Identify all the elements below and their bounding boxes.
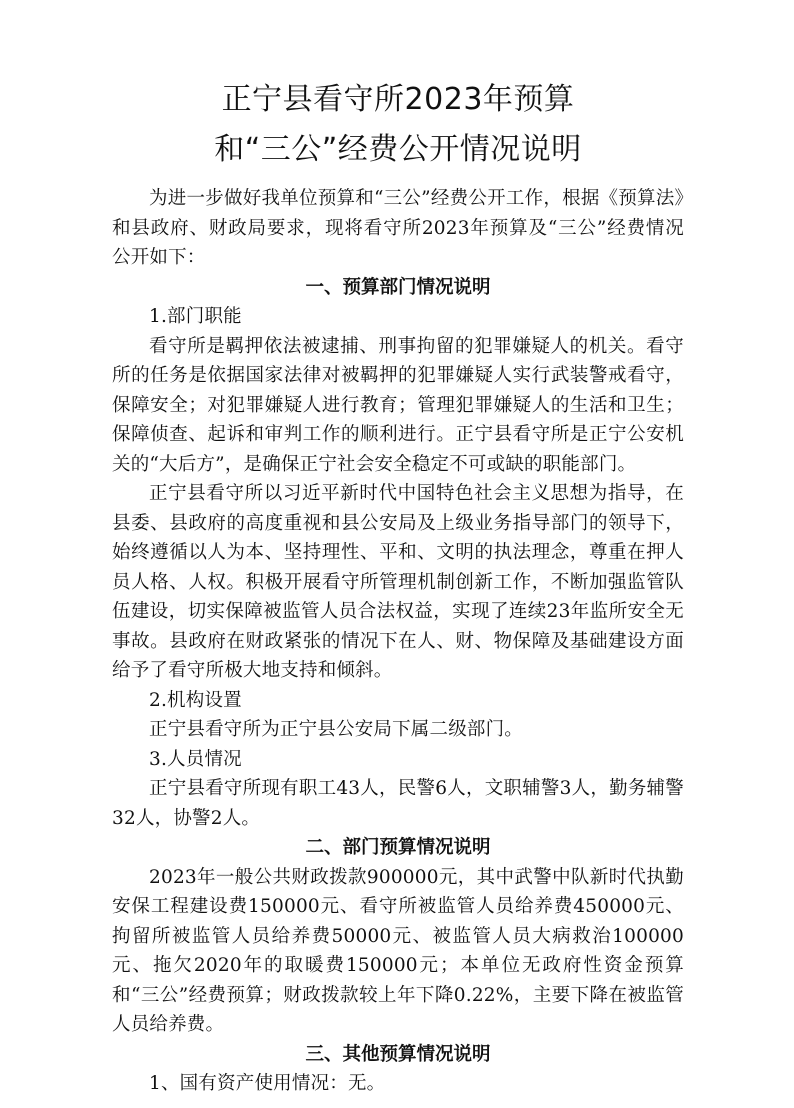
intro-paragraph: 为进一步做好我单位预算和“三公”经费公开工作，根据《预算法》和县政府、财政局要求，现将看守所2023年预算及“三公”经费情况公开如下：: [112, 188, 684, 268]
section-2-heading: 二、部门预算情况说明: [305, 837, 491, 858]
section-1-subtitle-3: 3.人员情况: [149, 748, 242, 770]
section-1-paragraph-4: 正宁县看守所现有职工43人，民警6人，文职辅警3人，勤务辅警32人，协警2人。: [112, 778, 684, 829]
section-1-subtitle-2: 2.机构设置: [149, 689, 242, 711]
section-3-item-1: 1、国有资产使用情况：无。: [149, 1073, 386, 1094]
document-page: [112, 78, 684, 1099]
section-1-paragraph-3: 正宁县看守所为正宁县公安局下属二级部门。: [149, 719, 524, 740]
section-1-subtitle-1: 1.部门职能: [149, 306, 242, 327]
section-2-paragraph: 2023年一般公共财政拨款900000元，其中武警中队新时代执勤安保工程建设费150000元、看守所被监管人员给养费450000元、拘留所被监管人员给养费50000元、被监管人员大病救治100000元、拖欠2020年的取暖费150000元；本单位无政府性资金预算和“三公”经费预算；财政拨款较上年下降0.22%，主要下降在被监管人员给养费。: [112, 866, 684, 1035]
section-1-paragraph-2: 正宁县看守所以习近平新时代中国特色社会主义思想为指导，在县委、县政府的高度重视和县公安局及上级业务指导部门的领导下，始终遵循以人为本、坚持理性、平和、文明的执法理念，尊重在押人员人格、人权。积极开展看守所管理机制创新工作，不断加强监管队伍建设，切实保障被监管人员合法权益，实现了连续23年监所安全无事故。县政府在财政紧张的情况下在人、财、物保障及基础建设方面给予了看守所极大地支持和倾斜。: [112, 483, 684, 681]
document-title-line-2: 和“三公”经费公开情况说明: [214, 132, 582, 167]
document-title-line-1: 正宁县看守所2023年预算: [221, 82, 575, 117]
section-1-heading: 一、预算部门情况说明: [305, 276, 491, 298]
section-1-paragraph-1: 看守所是羁押依法被逮捕、刑事拘留的犯罪嫌疑人的机关。看守所的任务是依据国家法律对被羁押的犯罪嫌疑人实行武装警戒看守，保障安全；对犯罪嫌疑人进行教育；管理犯罪嫌疑人的生活和卫生；保障侦查、起诉和审判工作的顺利进行。正宁县看守所是正宁公安机关的“大后方”，是确保正宁社会安全稳定不可或缺的职能部门。: [112, 335, 684, 475]
section-3-heading: 三、其他预算情况说明: [305, 1043, 491, 1065]
